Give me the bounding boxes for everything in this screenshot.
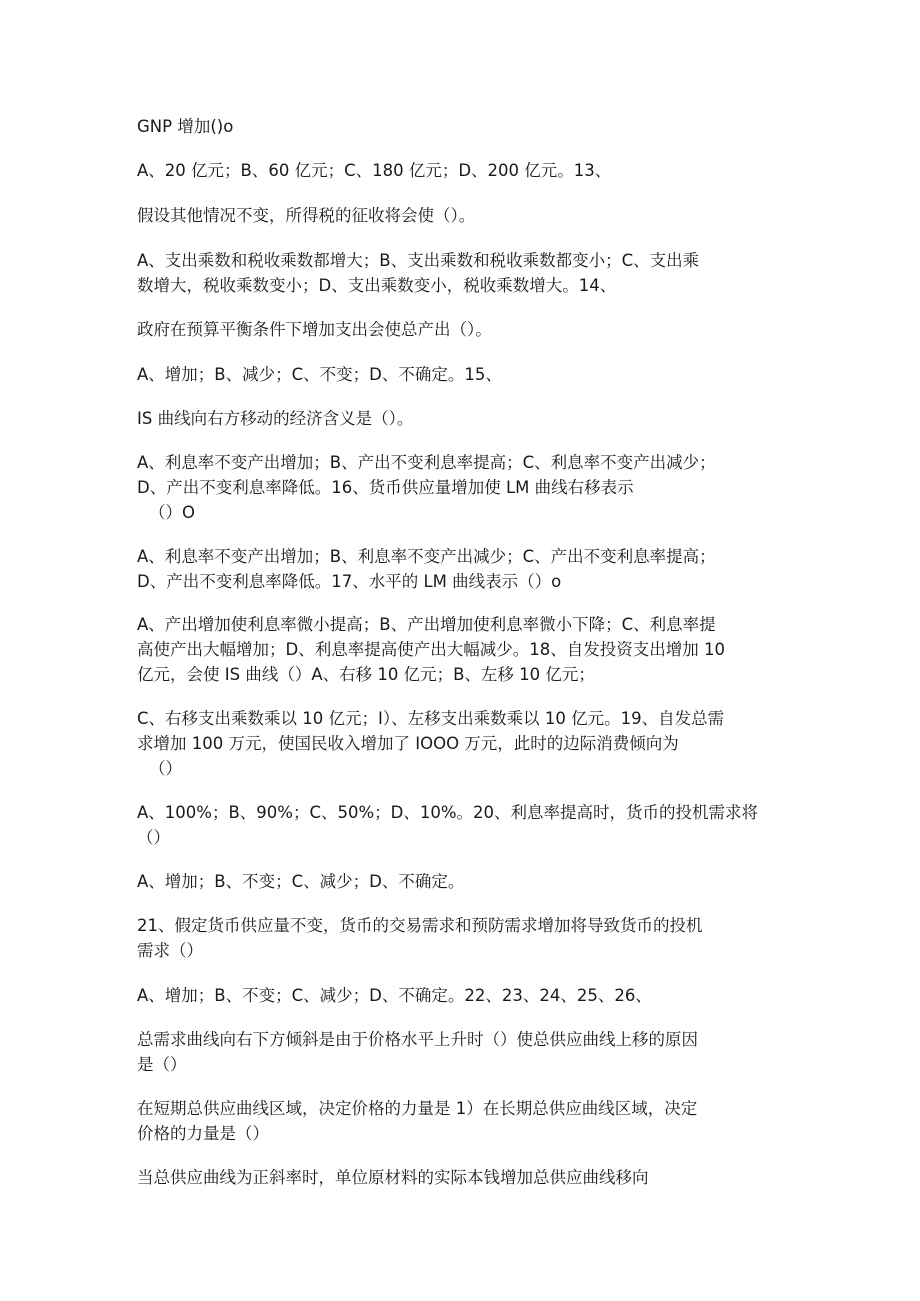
options-q16-question-17: [137, 544, 797, 594]
text-line: 在短期总供应曲线区域，决定价格的力量是 1）在长期总供应曲线区域，决定: [137, 1099, 698, 1118]
text-line: 假设其他情况不变，所得税的征收将会使（）。: [137, 206, 476, 225]
text-line: A、增加；B、不变；C、减少；D、不确定。: [137, 872, 465, 891]
text-line: 当总供应曲线为正斜率时，单位原材料的实际本钱增加总供应曲线移向: [137, 1168, 649, 1187]
options-q13: [137, 248, 797, 298]
text-line: 政府在预算平衡条件下增加支出会使总产出（）。: [137, 320, 492, 339]
question-21: [137, 913, 797, 963]
options-q18-question-19: [137, 706, 797, 781]
text-line: D、产出不变利息率降低。17、水平的 LM 曲线表示（）o: [137, 572, 562, 591]
text-line: A、增加；B、不变；C、减少；D、不确定。22、23、24、25、26、: [137, 986, 652, 1005]
text-line: IS 曲线向右方移动的经济含义是（）。: [137, 409, 414, 428]
text-line: （）O: [149, 503, 195, 522]
question-14: [137, 317, 797, 342]
text-line: A、100%；B、90%；C、50%；D、10%。20、利息率提高时，货币的投机需求将: [137, 803, 759, 822]
text-line: 亿元，会使 IS 曲线（）A、右移 10 亿元；B、左移 10 亿元；: [137, 665, 595, 684]
question-26: [137, 1165, 797, 1190]
text-line: C、右移支出乘数乘以 10 亿元；I）、左移支出乘数乘以 10 亿元。19、自发总需: [137, 709, 725, 728]
options-q17-question-18: [137, 612, 797, 687]
question-13: [137, 203, 797, 228]
text-line: A、利息率不变产出增加；B、利息率不变产出减少；C、产出不变利息率提高；: [137, 547, 716, 566]
text-line: 求增加 100 万元，使国民收入增加了 IOOO 万元，此时的边际消费倾向为: [137, 734, 679, 753]
text-line: GNP 增加()o: [137, 117, 234, 136]
text-line: 总需求曲线向右下方倾斜是由于价格水平上升时（）使总供应曲线上移的原因: [137, 1030, 698, 1049]
text-line: 数增大，税收乘数变小；D、支出乘数变小，税收乘数增大。14、: [137, 276, 617, 295]
text-line: 高使产出大幅增加；D、利息率提高使产出大幅减少。18、自发投资支出增加 10: [137, 640, 725, 659]
options-q15-question-16: [137, 450, 797, 525]
text-line: A、产出增加使利息率微小提高；B、产出增加使利息率微小下降；C、利息率提: [137, 615, 716, 634]
text-line: 21、假定货币供应量不变，货币的交易需求和预防需求增加将导致货币的投机: [137, 916, 703, 935]
text-line: D、产出不变利息率降低。16、货币供应量增加使 LM 曲线右移表示: [137, 478, 634, 497]
options-q19-question-20: [137, 800, 797, 850]
text-line: （）: [137, 828, 170, 847]
text-line: （）: [149, 759, 182, 778]
question-15: [137, 406, 797, 431]
options-q14: [137, 362, 797, 387]
text-line: A、利息率不变产出增加；B、产出不变利息率提高；C、利息率不变产出减少；: [137, 453, 716, 472]
text-line: 是（）: [137, 1055, 187, 1074]
question-24-25: [137, 1096, 797, 1146]
question-stem-gnp: [137, 114, 797, 139]
text-line: 需求（）: [137, 941, 203, 960]
text-line: A、支出乘数和税收乘数都增大；B、支出乘数和税收乘数都变小；C、支出乘: [137, 251, 700, 270]
options-q12: [137, 158, 797, 183]
text-line: A、增加；B、减少；C、不变；D、不确定。15、: [137, 365, 502, 384]
options-q20: [137, 869, 797, 894]
text-line: A、20 亿元；B、60 亿元；C、180 亿元；D、200 亿元。13、: [137, 161, 612, 180]
question-22-23: [137, 1027, 797, 1077]
options-q21: [137, 983, 797, 1008]
text-line: 价格的力量是（）: [137, 1124, 269, 1143]
